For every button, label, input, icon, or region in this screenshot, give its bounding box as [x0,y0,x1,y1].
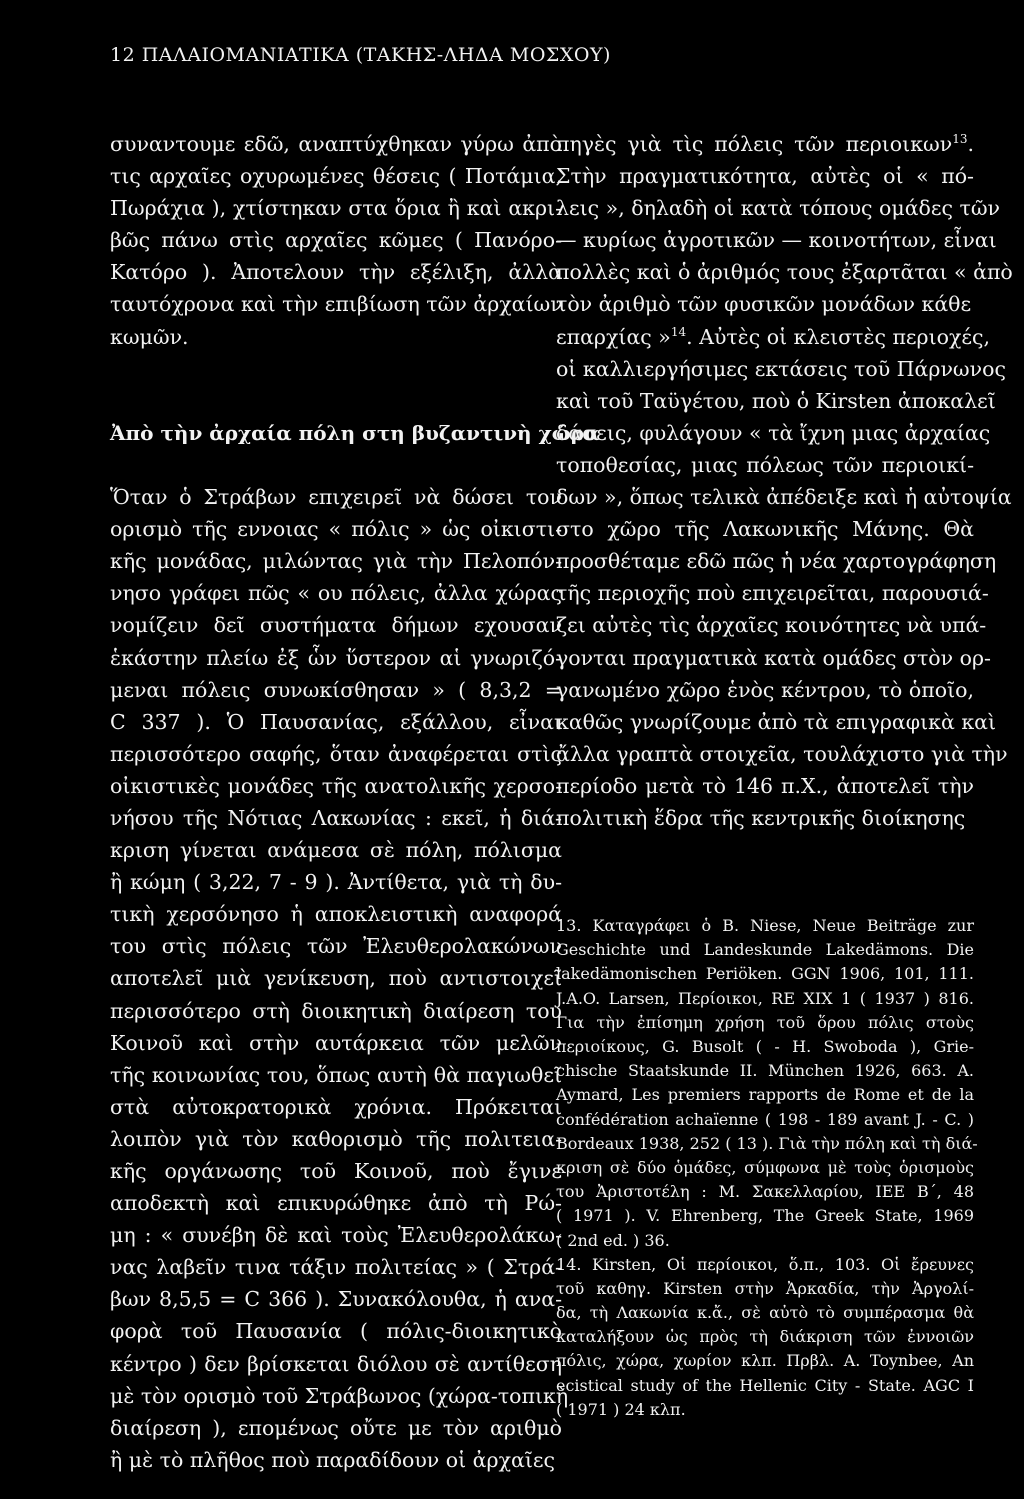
text-line: περίοδο μετὰ τὸ 146 π.Χ., ἀποτελεῖ τὴν [556,773,974,798]
footnote-line: Geschichte und Landeskunde Lakedämons. Die [556,940,974,960]
text-line: οἰκιστικὲς μονάδες τῆς ανατολικῆς χερσο- [110,773,562,798]
text-line: — κυρίως ἀγροτικῶν — κοινοτήτων, εἶναι [556,228,997,253]
spacer [110,353,562,385]
text-line: κέντρο ) δεν βρίσκεται διόλου σὲ αντίθεση [110,1351,562,1376]
text-line: πολλὲς καὶ ὁ ἀριθμός τους ἐξαρτᾶται « ἀπὸ [556,260,1013,285]
footnote-line: Για τὴν ἐπίσημη χρήση τοῦ ὅρου πόλις στοὺς [556,1012,974,1032]
text-line: γονται πραγματικὰ κατὰ ομάδες στὸν ορ- [556,645,991,670]
text-line: δάσεις, φυλάγουν « τὰ ἴχνη μιας ἀρχαίας [556,420,991,445]
text-line: νας λαβεῖν τινα τάξιν πολιτείας » ( Στρά- [110,1255,562,1280]
text-line: περισσότερο σαφής, ὅταν ἀναφέρεται στὶς [110,741,562,766]
running-head: 12 ΠΑΛΑΙΟΜΑΝΙΑΤΙΚΑ (ΤΑΚΗΣ-ΛΗΔΑ ΜΟΣΧΟΥ) [110,44,611,66]
text-line: C 337 ). Ὁ Παυσανίας, εξάλλου, εἶναι [110,709,562,734]
text-line: Στὴν πραγματικότητα, αὐτὲς οἱ « πό- [556,164,974,189]
text-line: πηγὲς γιὰ τὶς πόλεις τῶν περιοικων$^{13}$. [556,132,974,156]
paragraph-reality-cont [556,353,1012,834]
text-line: αποτελεῖ μιὰ γενίκευση, ποὺ αντιστοιχεῖ [110,966,562,991]
footnote-line: του Ἀριστοτέλη : Μ. Σακελλαρίου, ΙΕΕ Β΄, 48 [556,1182,974,1202]
text-line: οἱ καλλιεργήσιμες εκτάσεις τοῦ Πάρνωνος [556,356,1006,381]
text-line: κριση γίνεται ανάμεσα σὲ πόλη, πόλισμα [110,838,562,863]
text-line: Ὅταν ὁ Στράβων επιχειρεῖ νὰ δώσει τον [110,485,562,510]
text-line: ζει αὐτὲς τὶς ἀρχαῖες κοινότητες νὰ υπά- [556,613,987,638]
text-line: Πωράχια ), χτίστηκαν στα ὅρια ἢ καὶ ακρι- [110,196,562,221]
text-line: λεις », δηλαδὴ οἱ κατὰ τόπους ομάδες τῶν [556,196,1001,221]
paragraph-continuation [110,128,562,353]
text-line: βῶς πάνω στὶς αρχαῖες κῶμες ( Πανόρο- [110,228,562,253]
paragraph-strabo [110,481,569,1476]
spacer [110,449,562,481]
footnote-line: ecistical study of the Hellenic City - State. AGC I [556,1375,974,1395]
text-line: διαίρεση ), επομένως οὔτε με τὸν αριθμὸ [110,1415,562,1440]
footnote-line: Bordeaux 1938, 252 ( 13 ). Γιὰ τὴν πόλη καὶ τὴ διά- [556,1133,978,1153]
text-line: μεναι πόλεις συνωκίσθησαν » ( 8,3,2 = [110,677,562,702]
footnote-line: τοῦ καθηγ. Kirsten στὴν Ἀρκαδία, τὴν Ἀργολί- [556,1278,974,1298]
text-line: στο χῶρο τῆς Λακωνικῆς Μάνης. Θὰ [556,517,974,542]
footnote-line: καταλήξουν ὡς πρὸς τὴ διάκριση τῶν ἐννοιῶν [556,1327,974,1347]
footnote-line: ( 2nd ed. ) 36. [556,1230,670,1250]
footnote-ref-14[interactable]: 14 [670,324,687,339]
text-line: νήσου τῆς Νότιας Λακωνίας : εκεῖ, ἡ διά- [110,805,562,830]
text-line: τῆς κοινωνίας του, ὅπως αυτὴ θὰ παγιωθεῖ [110,1062,562,1087]
right-column [556,128,1013,1422]
text-line: νομίζειν δεῖ συστήματα δήμων εχουσαν [110,613,562,638]
text-line: ἢ κώμη ( 3,22, 7 - 9 ). Ἀντίθετα, γιὰ τὴ δυ- [110,870,562,895]
text-line: μη : « συνέβη δὲ καὶ τοὺς Ἐλευθερολάκω- [110,1223,562,1248]
text-line: περισσότερο στὴ διοικητικὴ διαίρεση του [110,998,562,1023]
text-line: επαρχίας »$^{14}$. Αὐτὲς οἱ κλειστὲς περιοχές, [556,324,991,349]
text-line: του στὶς πόλεις τῶν Ἐλευθερολακώνων [110,934,562,959]
text-line: ἑκάστην πλείω ἐξ ὧν ὕστερον αἱ γνωριζό- [110,645,562,670]
text-line: κῆς μονάδας, μιλώντας γιὰ τὴν Πελοπόν- [110,549,562,574]
paragraph-reality [556,160,1013,320]
text-line: ἢ μὲ τὸ πλῆθος ποὺ παραδίδουν οἱ ἀρχαῖες [110,1447,555,1472]
text-line: γανωμένο χῶρο ἑνὸς κέντρου, τὸ ὁποῖο, [556,677,974,702]
text-line: ἄλλα γραπτὰ στοιχεῖα, τουλάχιστο γιὰ τὴν [556,741,1008,766]
left-column [110,128,600,1476]
text-line: κωμῶν. [110,324,189,349]
footnote-line: ( 1971 ) 24 κλπ. [556,1399,686,1419]
footnote-line: ( 1971 ). V. Ehrenberg, The Greek State, 1969 [556,1206,974,1226]
text-line: βων 8,5,5 = C 366 ). Συνακόλουθα, ἡ ανα- [110,1287,562,1312]
footnote-line: lakedämonischen Periöken. GGN 1906, 101, 111. [556,964,974,984]
text-line: πολιτικὴ ἕδρα τῆς κεντρικῆς διοίκησης [556,805,966,830]
footnote-line: πόλις, χώρα, χωρίον κλπ. Πρβλ. A. Toynbee, An [556,1351,974,1371]
footnote-line: δα, τὴ Λακωνία κ.ἄ., σὲ αὐτὸ τὸ συμπέρασμα θὰ [556,1303,974,1323]
text-line: στὰ αὐτοκρατορικὰ χρόνια. Πρόκειται [110,1094,562,1119]
text-line: τῆς περιοχῆς ποὺ επιχειρεῖται, παρουσιά- [556,581,989,606]
text-line: τοποθεσίας, μιας πόλεως τῶν περιοικί- [556,452,974,477]
section-heading: Ἀπὸ τὴν ἀρχαία πόλη στη βυζαντινὴ χώρα [110,420,600,445]
footnote-line: 14. Kirsten, Οἱ περίοικοι, ὅ.π., 103. Οἱ ἔρευνες [556,1254,974,1274]
text-line: προσθέταμε εδῶ πῶς ἡ νέα χαρτογράφηση [556,549,997,574]
text-line: τις αρχαῖες οχυρωμένες θέσεις ( Ποτάμια, [110,164,562,189]
text-line: κῆς οργάνωσης τοῦ Κοινοῦ, ποὺ ἔγινε [110,1159,562,1183]
footnote-line: confédération achaïenne ( 198 - 189 avant J. - C. ) [556,1109,974,1129]
footnote-line: 13. Καταγράφει ὁ B. Niese, Neue Beiträge zur [556,916,974,936]
footnote-line: περιοίκους, G. Busolt ( - H. Swoboda ), Grie- [556,1037,974,1056]
text-line: νησο γράφει πῶς « ου πόλεις, ἀλλα χώρας [110,581,562,606]
text-line: δων », ὅπως τελικὰ ἀπέδειξε καὶ ἡ αὐτοψία [556,485,1012,510]
footnote-line: chische Staatskunde II. München 1926, 663. A. [556,1061,974,1081]
footnote-ref-13[interactable]: 13 [952,132,968,147]
text-line: λοιπὸν γιὰ τὸν καθορισμὸ τῆς πολιτεια- [110,1126,562,1151]
text-line: Κατόρο ). Ἀποτελουν τὴν εξέλιξη, ἀλλὰ [110,260,562,285]
text-line: αποδεκτὴ καὶ επικυρώθηκε ἀπὸ τὴ Ρώ- [110,1191,562,1216]
text-line: μὲ τὸν ορισμὸ τοῦ Στράβωνος (χώρα-τοπικὴ [110,1383,569,1408]
text-line: καὶ τοῦ Ταϋγέτου, ποὺ ὁ Kirsten ἀποκαλεῖ [556,388,996,413]
footnote-line: Aymard, Les premiers rapports de Rome et de la [556,1085,974,1105]
text-line: συναντουμε εδῶ, αναπτύχθηκαν γύρω ἀπὸ [110,132,562,156]
footnote-gap [556,834,974,914]
footnote-line: J.A.O. Larsen, Περίοικοι, RE XIX 1 ( 1937 ) 816. [556,988,974,1008]
text-line: Κοινοῦ καὶ στὴν αυτάρκεια τῶν μελῶν [110,1030,562,1055]
text-line: ταυτόχρονα καὶ τὴν επιβίωση τῶν ἀρχαίων [110,292,563,317]
spacer [110,385,562,417]
footnotes [556,914,978,1422]
footnote-line: κριση σὲ δύο ὁμάδες, σύμφωνα μὲ τοὺς ὁρισμοὺς [556,1157,974,1177]
text-line: καθῶς γνωρίζουμε ἀπὸ τὰ επιγραφικὰ καὶ [556,709,997,734]
text-line: τικὴ χερσόνησο ἡ αποκλειστικὴ αναφορά [110,902,562,927]
text-line: τὸν ἀριθμὸ τῶν φυσικῶν μονάδων κάθε [556,292,972,317]
text-line: ορισμὸ τῆς εννοιας « πόλις » ὡς οἰκιστι- [110,517,562,542]
text-line: φορὰ τοῦ Παυσανία ( πόλις-διοικητικὸ [110,1319,562,1344]
